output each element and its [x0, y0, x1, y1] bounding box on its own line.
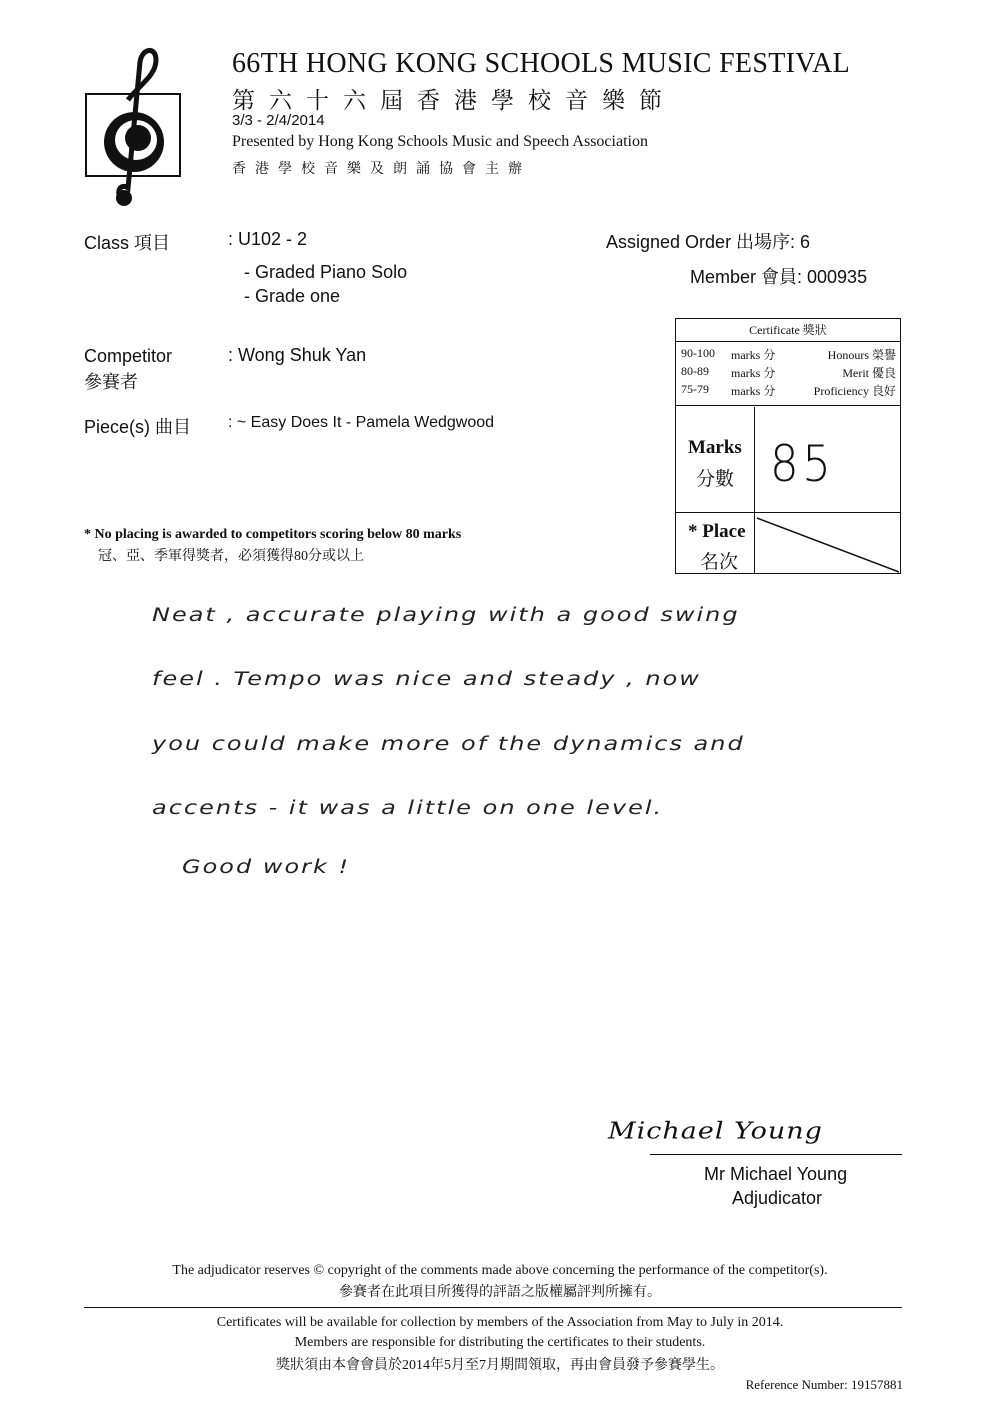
certificate-award: Merit 優良	[842, 366, 896, 380]
marks-label: Marks	[688, 437, 742, 458]
marks-label-chinese: 分數	[696, 469, 735, 490]
copyright-notice: The adjudicator reserves © copyright of the comments made above concerning the performance of the competitor(s).	[172, 1263, 828, 1278]
competitor-label: Competitor	[84, 346, 173, 366]
certificate-range: 80-89	[681, 364, 709, 378]
adjudicator-signature: Michael Young	[608, 1118, 823, 1145]
class-sub-type: - Graded Piano Solo	[244, 262, 408, 282]
marks-value-handwritten: 85	[770, 435, 835, 493]
certificate-award: Proficiency 良好	[813, 384, 896, 398]
adjudicator-title: Adjudicator	[732, 1188, 823, 1208]
copyright-notice-chinese: 參賽者在此項目所獲得的評語之版權屬評判所擁有。	[339, 1285, 661, 1300]
placing-note: * No placing is awarded to competitors scoring below 80 marks	[84, 527, 462, 542]
place-label: * Place	[688, 521, 746, 542]
certificate-header: Certificate 獎狀	[676, 319, 900, 342]
festival-dates: 3/3 - 2/4/2014	[232, 112, 325, 129]
presented-by: Presented by Hong Kong Schools Music and Speech Association	[232, 133, 648, 150]
piece-title: : ~ Easy Does It - Pamela Wedgwood	[228, 414, 495, 431]
place-label-chinese: 名次	[700, 552, 739, 573]
competitor-name: : Wong Shuk Yan	[228, 345, 367, 365]
divider	[676, 512, 900, 513]
comment-line: Good work !	[182, 856, 351, 878]
pieces-label: Piece(s) 曲目	[84, 417, 192, 437]
distribution-notice: Members are responsible for distributing the certificates to their students.	[294, 1335, 706, 1350]
divider	[676, 405, 900, 406]
member-number: Member 會員: 000935	[690, 267, 868, 287]
class-value: : U102 - 2	[228, 229, 308, 249]
treble-clef-logo	[84, 42, 184, 208]
class-label: Class 項目	[84, 233, 171, 253]
competitor-label-chinese: 參賽者	[84, 372, 138, 392]
collection-notice: Certificates will be available for collection by members of the Association from May to July in 2014.	[216, 1315, 784, 1330]
certificate-box	[675, 318, 901, 574]
certificate-award: Honours 榮譽	[827, 348, 896, 362]
signature-line	[650, 1154, 902, 1155]
adjudicator-name: Mr Michael Young	[704, 1164, 848, 1184]
festival-title-chinese: 第六十六屆香港學校音樂節	[232, 88, 676, 113]
collection-notice-chinese: 獎狀須由本會會員於2014年5月至7月期間領取，再由會員發予參賽學生。	[276, 1358, 724, 1373]
comment-line: Neat , accurate playing with a good swing	[152, 604, 740, 626]
comment-line: feel . Tempo was nice and steady , now	[152, 668, 701, 690]
comment-line: accents - it was a little on one level.	[152, 797, 664, 819]
certificate-range: 75-79	[681, 382, 709, 396]
certificate-marks-unit: marks 分	[731, 366, 776, 380]
assigned-order: Assigned Order 出場序: 6	[606, 232, 811, 252]
comment-line: you could make more of the dynamics and	[152, 733, 745, 755]
certificate-marks-unit: marks 分	[731, 384, 776, 398]
festival-title: 66TH HONG KONG SCHOOLS MUSIC FESTIVAL	[232, 48, 851, 79]
presented-by-chinese: 香港學校音樂及朗誦協會主辦	[232, 162, 531, 177]
certificate-marks-unit: marks 分	[731, 348, 776, 362]
reference-number: Reference Number: 19157881	[745, 1377, 903, 1392]
placing-note-chinese: 冠、亞、季軍得獎者，必須獲得80分或以上	[98, 549, 364, 564]
class-sub-grade: - Grade one	[244, 286, 341, 306]
footer-divider	[84, 1307, 902, 1308]
certificate-range: 90-100	[681, 346, 715, 360]
place-strike-line	[755, 514, 901, 574]
